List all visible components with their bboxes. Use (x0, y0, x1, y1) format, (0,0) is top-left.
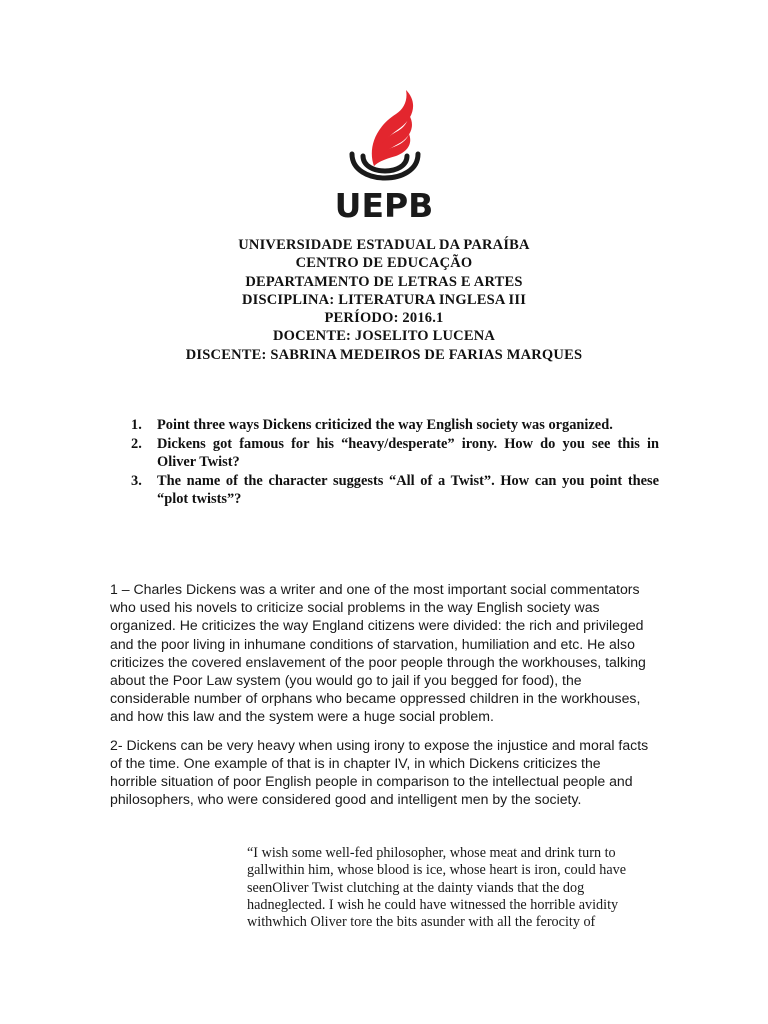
header-discipline: DISCIPLINA: LITERATURA INGLESA III (241, 291, 527, 308)
header-center: CENTRO DE EDUCAÇÃO (295, 255, 473, 272)
institution-header (0, 236, 768, 364)
question-text: Dickens got famous for his “heavy/desperate” irony. How do you see this in Oliver Twist? (157, 435, 659, 470)
answer-paragraph-1: 1 – Charles Dickens was a writer and one of the most important social commentators who used his novels to criticize social problems in the way English society was organized. He criticizes the way England citizens were divided: the rich and privileged and the poor living in inhumane conditions of starvation, humiliation and etc. He also criticizes the covered enslavement of the poor people through the workhouses, talking about the Poor Law system (you would go to jail if you begged for food), the considerable number of orphans who became oppressed children in the workhouses, and how this law and the system were a huge social problem. (110, 581, 646, 725)
question-number: 1. (131, 417, 142, 433)
header-teacher: DOCENTE: JOSELITO LUCENA (272, 328, 496, 345)
question-text: The name of the character suggests “All of a Twist”. How can you point these “plot twists”? (157, 472, 659, 507)
answers-body (110, 580, 650, 818)
question-item (131, 435, 659, 472)
question-number: 3. (131, 472, 142, 489)
question-item (131, 472, 659, 509)
block-quote: “I wish some well-fed philosopher, whose meat and drink turn to gallwithin him, whose blood is ice, whose heart is iron, could have seenOliver Twist clutching at the dainty viands that the dog hadneglected. I wish he could have witnessed the horrible avidity withwhich Oliver tore the bits asunder with all the ferocity of (247, 845, 627, 931)
question-number: 2. (131, 435, 142, 452)
question-text: Point three ways Dickens criticized the way English society was organized. (157, 417, 613, 433)
header-student: DISCENTE: SABRINA MEDEIROS DE FARIAS MARQUES (185, 346, 583, 363)
header-period: PERÍODO: 2016.1 (324, 310, 444, 327)
header-university: UNIVERSIDADE ESTADUAL DA PARAÍBA (238, 237, 530, 253)
question-item (131, 416, 659, 435)
uepb-logo-text: UEPB (334, 186, 434, 225)
questions-list (131, 416, 659, 509)
answer-paragraph-2: 2- Dickens can be very heavy when using irony to expose the injustice and moral facts of the time. One example of that is in chapter IV, in which Dickens criticizes the horrible situation of poor English people in comparison to the intellectual people and philosophers, who were considered good and intelligent men by the society. (110, 736, 649, 808)
header-department: DEPARTAMENTO DE LETRAS E ARTES (245, 273, 523, 290)
